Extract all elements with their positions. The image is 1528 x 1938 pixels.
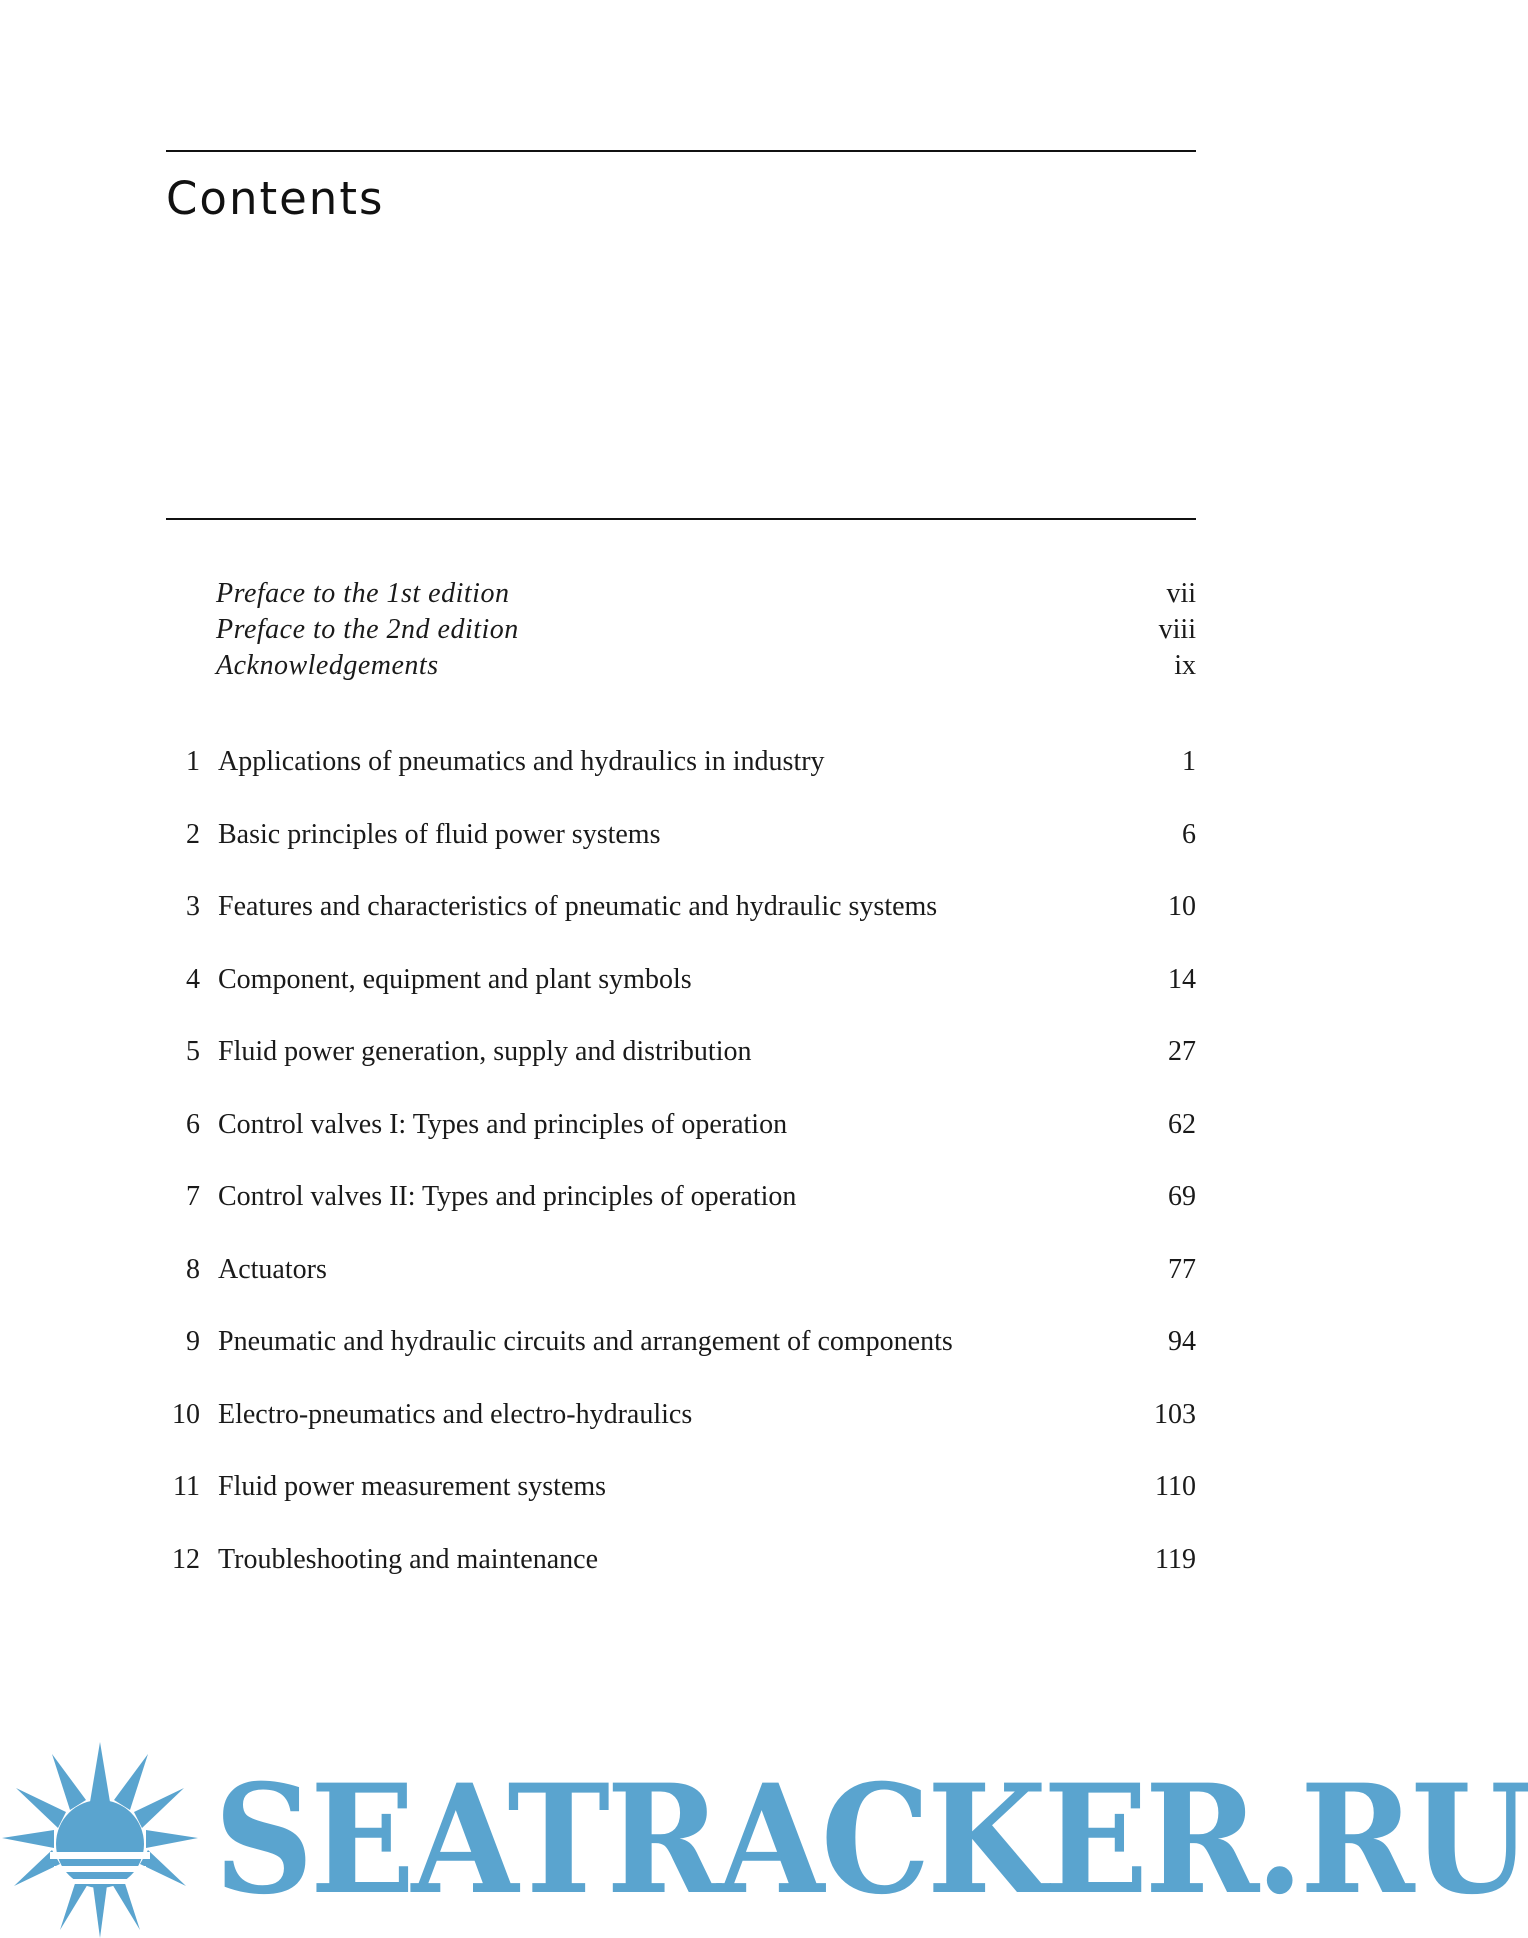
chapter-number: 1 xyxy=(186,746,200,777)
chapter-entry[interactable] xyxy=(166,1544,1196,1617)
chapter-title: Fluid power measurement systems xyxy=(218,1471,607,1502)
chapter-title: Basic principles of fluid power systems xyxy=(218,818,661,850)
chapter-page: 119 xyxy=(1155,1543,1196,1575)
chapter-title: Fluid power generation, supply and distribution xyxy=(218,1036,752,1067)
chapter-page: 110 xyxy=(1155,1471,1196,1502)
chapter-list xyxy=(166,746,1196,1616)
chapter-entry[interactable] xyxy=(166,746,1196,819)
chapter-page: 6 xyxy=(1182,818,1196,850)
front-matter-item[interactable] xyxy=(216,614,1196,650)
chapter-page: 69 xyxy=(1168,1181,1196,1212)
front-matter-list xyxy=(216,578,1196,686)
section-rule xyxy=(166,518,1196,520)
sun-icon xyxy=(0,1740,200,1938)
chapter-entry[interactable] xyxy=(166,964,1196,1037)
chapter-number: 8 xyxy=(186,1253,200,1285)
page-title: Contents xyxy=(166,172,385,225)
chapter-number: 5 xyxy=(186,1036,200,1067)
chapter-number: 11 xyxy=(173,1471,200,1502)
top-rule xyxy=(166,150,1196,152)
front-matter-title: Acknowledgements xyxy=(216,650,439,681)
front-matter-page: vii xyxy=(1166,578,1196,609)
chapter-number: 6 xyxy=(186,1108,200,1140)
chapter-entry[interactable] xyxy=(166,1109,1196,1182)
chapter-number: 10 xyxy=(172,1398,200,1430)
chapter-number: 3 xyxy=(186,891,200,922)
front-matter-item[interactable] xyxy=(216,578,1196,614)
chapter-entry[interactable] xyxy=(166,1036,1196,1109)
front-matter-title: Preface to the 1st edition xyxy=(216,578,510,609)
chapter-page: 103 xyxy=(1154,1398,1196,1430)
front-matter-title: Preface to the 2nd edition xyxy=(216,614,519,645)
chapter-entry[interactable] xyxy=(166,891,1196,964)
chapter-title: Pneumatic and hydraulic circuits and arrangement of components xyxy=(218,1326,953,1357)
chapter-number: 12 xyxy=(172,1543,200,1575)
chapter-page: 10 xyxy=(1168,891,1196,922)
chapter-page: 94 xyxy=(1168,1326,1196,1357)
chapter-entry[interactable] xyxy=(166,819,1196,892)
chapter-entry[interactable] xyxy=(166,1254,1196,1327)
chapter-title: Troubleshooting and maintenance xyxy=(218,1543,599,1575)
front-matter-item[interactable] xyxy=(216,650,1196,686)
chapter-title: Applications of pneumatics and hydraulics in industry xyxy=(218,746,825,777)
watermark-text: SEATRACKER.RU xyxy=(214,1752,1528,1928)
chapter-title: Control valves II: Types and principles of operation xyxy=(218,1181,797,1212)
chapter-title: Component, equipment and plant symbols xyxy=(218,963,692,995)
chapter-entry[interactable] xyxy=(166,1471,1196,1544)
chapter-page: 1 xyxy=(1182,746,1196,777)
chapter-number: 4 xyxy=(186,963,200,995)
chapter-number: 9 xyxy=(186,1326,200,1357)
chapter-page: 62 xyxy=(1168,1108,1196,1140)
front-matter-page: viii xyxy=(1158,614,1196,645)
chapter-page: 14 xyxy=(1168,963,1196,995)
watermark xyxy=(0,1740,1528,1938)
chapter-entry[interactable] xyxy=(166,1181,1196,1254)
chapter-title: Control valves I: Types and principles of operation xyxy=(218,1108,788,1140)
chapter-number: 2 xyxy=(186,818,200,850)
front-matter-page: ix xyxy=(1174,650,1196,681)
chapter-title: Electro-pneumatics and electro-hydraulics xyxy=(218,1398,693,1430)
chapter-page: 77 xyxy=(1168,1253,1196,1285)
chapter-entry[interactable] xyxy=(166,1326,1196,1399)
chapter-page: 27 xyxy=(1168,1036,1196,1067)
chapter-title: Actuators xyxy=(218,1253,327,1285)
chapter-number: 7 xyxy=(186,1181,200,1212)
chapter-title: Features and characteristics of pneumatic and hydraulic systems xyxy=(218,891,938,922)
chapter-entry[interactable] xyxy=(166,1399,1196,1472)
